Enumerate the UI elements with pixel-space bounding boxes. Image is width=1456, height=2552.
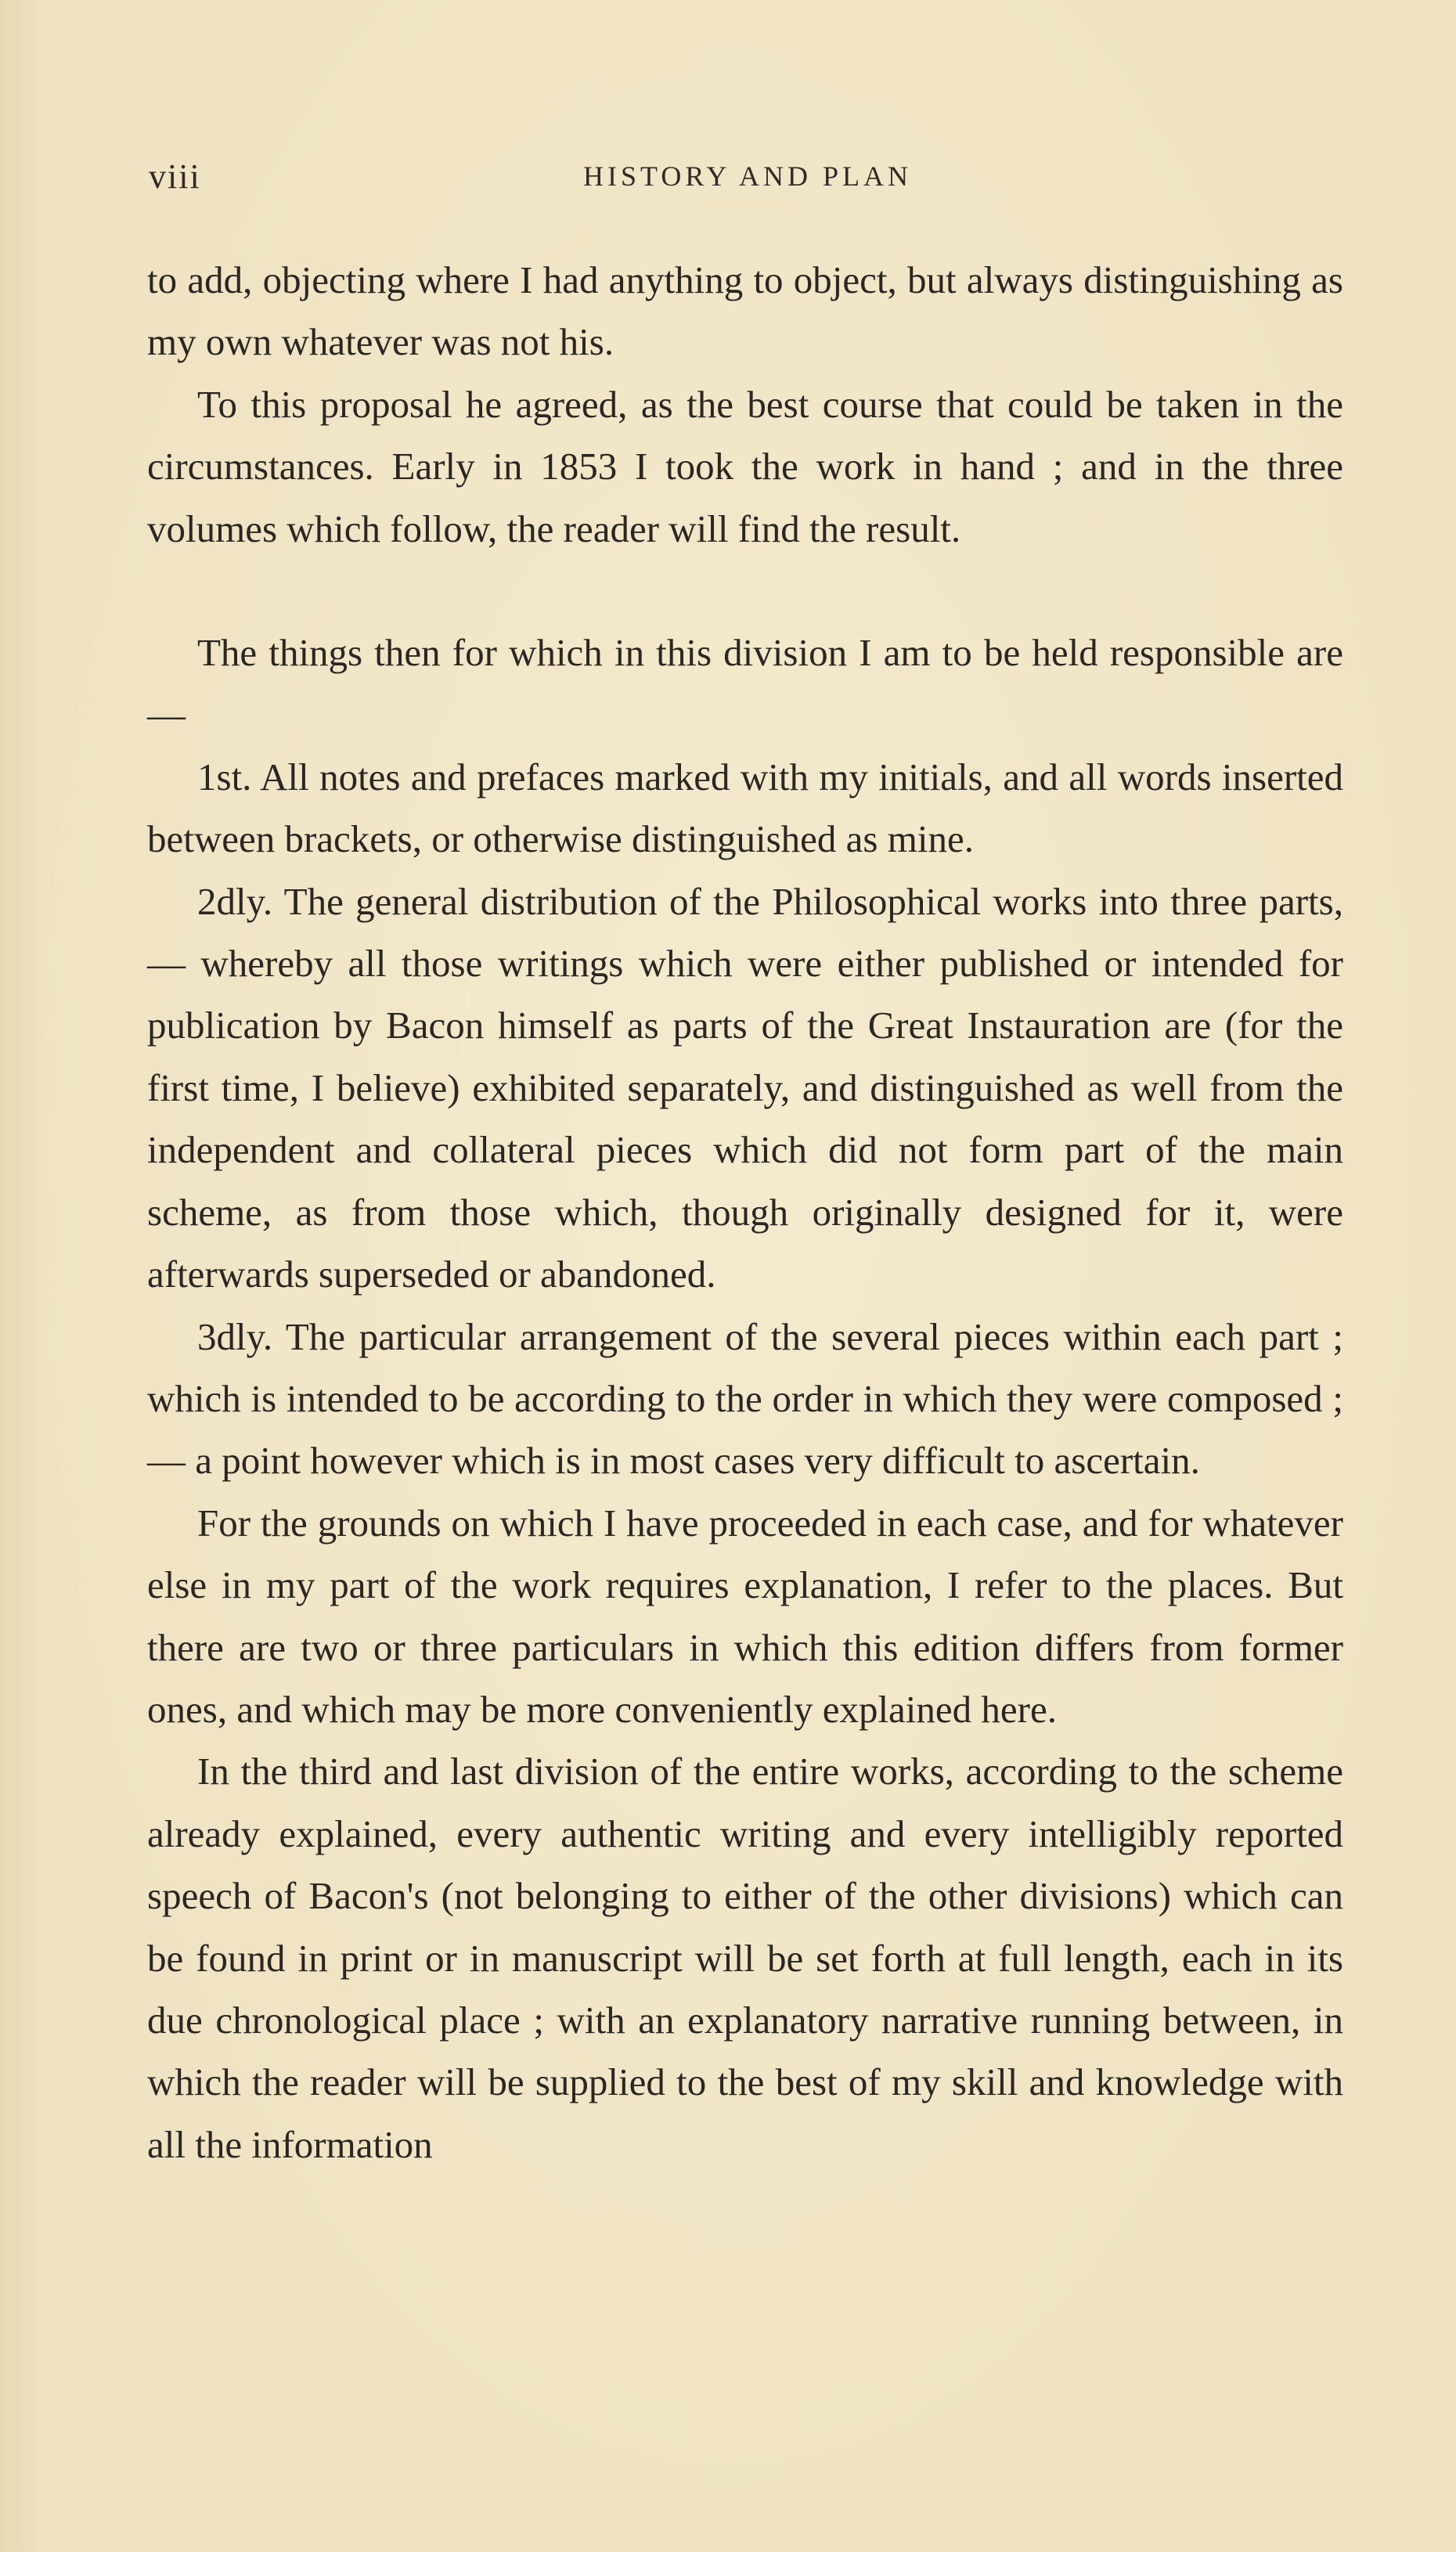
- paragraph: In the third and last division of the entire works, according to the scheme already explained, every authentic writing and every intelligibly reported speech of Bacon's (not belonging to either of the other divisions) which can be found in print or in manuscript will be set forth at full length, each in its due chronological place ; with an explanatory narrative running between, in which the reader will be supplied to the best of my skill and knowledge with all the information: [147, 1750, 1343, 2166]
- paragraph-continuation: to add, objecting where I had anything to object, but always distinguishing as my own whatever was not his.: [147, 258, 1343, 364]
- page-header: [149, 157, 1346, 204]
- paragraph: For the grounds on which I have proceeded in each case, and for whatever else in my part of the work requires explanation, I refer to the places. But there are two or three particulars in which this edition differs from former ones, and which may be more conveniently explained here.: [147, 1501, 1343, 1731]
- paragraph: 3dly. The particular arrangement of the several pieces within each part ; which is intended to be according to the order in which they were composed ; — a point however which is in most cases very difficult to ascertain.: [147, 1314, 1343, 1483]
- body-text: [147, 249, 1343, 2175]
- page-number: viii: [149, 157, 201, 196]
- paragraph: 1st. All notes and prefaces marked with my initials, and all words inserted between brackets, or otherwise distinguished as mine.: [147, 755, 1343, 861]
- running-head: HISTORY AND PLAN: [582, 160, 913, 192]
- paragraph: 2dly. The general distribution of the Philosophical works into three parts, — whereby all those writings which were either published or intended for publication by Bacon himself as parts of the Great Instauration are (for the first time, I believe) exhibited separately, and distinguished as well from the independent and collateral pieces which did not form part of the main scheme, as from those which, though originally designed for it, were afterwards superseded or abandoned.: [147, 879, 1343, 1296]
- paragraph: The things then for which in this division I am to be held responsible are —: [147, 631, 1343, 737]
- paragraph: To this proposal he agreed, as the best course that could be taken in the circumstances. Early in 1853 I took the work in hand ; and in the three volumes which follow, the reader will find the result.: [147, 382, 1343, 550]
